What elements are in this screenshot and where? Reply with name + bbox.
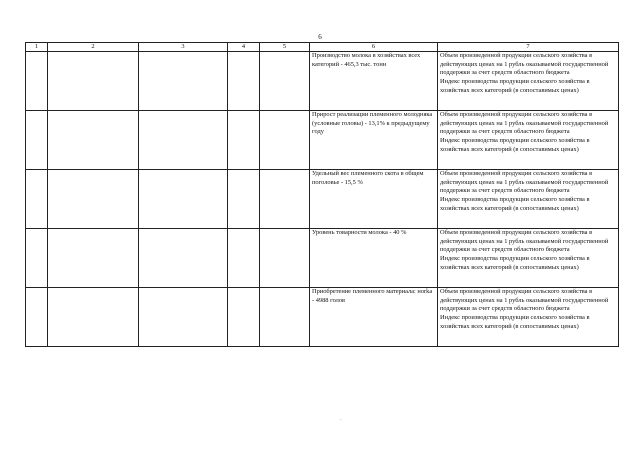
empty-cell [228,170,260,229]
indicator-cell: Прирост реализации племенного молодняка (условные головы) - 13,1% к предыдущему году [310,111,438,170]
criteria-text: Индекс производства продукции сельского хозяйства в хозяйствах всех категорий (в сопоставимых ценах) [440,196,590,212]
criteria-text: Индекс производства продукции сельского хозяйства в хозяйствах всех категорий (в сопоставимых ценах) [440,78,590,94]
column-header-4: 4 [228,43,260,52]
column-header-7: 7 [438,43,619,52]
empty-cell [26,170,48,229]
page-number: 6 [318,33,322,41]
criteria-cell [438,170,619,229]
empty-cell [139,111,228,170]
column-header-6: 6 [310,43,438,52]
empty-cell [139,170,228,229]
table-row [26,111,619,170]
empty-cell [48,229,139,288]
table-row [26,288,619,347]
criteria-text: Объем произведенной продукции сельского хозяйства в действующих ценах на 1 рубль оказываемой государственной поддержки за счет средств областного бюджета [440,170,609,195]
empty-cell [139,288,228,347]
footer-mark: - [340,417,342,422]
criteria-text: Индекс производства продукции сельского хозяйства в хозяйствах всех категорий (в сопоставимых ценах) [440,255,590,271]
column-header-1: 1 [26,43,48,52]
indicator-cell: Приобретение племенного материала: нorka - 4988 голов [310,288,438,347]
empty-cell [228,229,260,288]
criteria-text: Индекс производства продукции сельского хозяйства в хозяйствах всех категорий (в сопоставимых ценах) [440,314,590,330]
criteria-text: Объем произведенной продукции сельского хозяйства в действующих ценах на 1 рубль оказываемой государственной поддержки за счет средств областного бюджета [440,52,609,77]
table-row [26,52,619,111]
criteria-text: Объем произведенной продукции сельского хозяйства в действующих ценах на 1 рубль оказываемой государственной поддержки за счет средств областного бюджета [440,229,609,254]
empty-cell [139,229,228,288]
criteria-text: Индекс производства продукции сельского хозяйства в хозяйствах всех категорий (в сопоставимых ценах) [440,137,590,153]
criteria-text: Объем произведенной продукции сельского хозяйства в действующих ценах на 1 рубль оказываемой государственной поддержки за счет средств областного бюджета [440,288,609,313]
empty-cell [48,170,139,229]
column-header-5: 5 [260,43,310,52]
table-row [26,229,619,288]
empty-cell [228,52,260,111]
indicator-cell: Удельный вес племенного скота в общем поголовье - 15,5 % [310,170,438,229]
criteria-text: Объем произведенной продукции сельского хозяйства в действующих ценах на 1 рубль оказываемой государственной поддержки за счет средств областного бюджета [440,111,609,136]
table-row [26,170,619,229]
indicators-table [25,42,619,347]
empty-cell [48,52,139,111]
criteria-cell [438,52,619,111]
empty-cell [260,52,310,111]
empty-cell [139,52,228,111]
empty-cell [228,288,260,347]
criteria-cell [438,111,619,170]
criteria-cell [438,229,619,288]
empty-cell [26,229,48,288]
empty-cell [48,288,139,347]
column-header-3: 3 [139,43,228,52]
empty-cell [260,170,310,229]
indicator-cell: Производство молока в хозяйствах всех категорий - 465,3 тыс. тонн [310,52,438,111]
empty-cell [26,111,48,170]
empty-cell [260,229,310,288]
empty-cell [26,288,48,347]
empty-cell [260,288,310,347]
table-header-row [26,43,619,52]
empty-cell [260,111,310,170]
indicator-cell: Уровень товарности молока - 40 % [310,229,438,288]
empty-cell [228,111,260,170]
empty-cell [26,52,48,111]
empty-cell [48,111,139,170]
column-header-2: 2 [48,43,139,52]
criteria-cell [438,288,619,347]
